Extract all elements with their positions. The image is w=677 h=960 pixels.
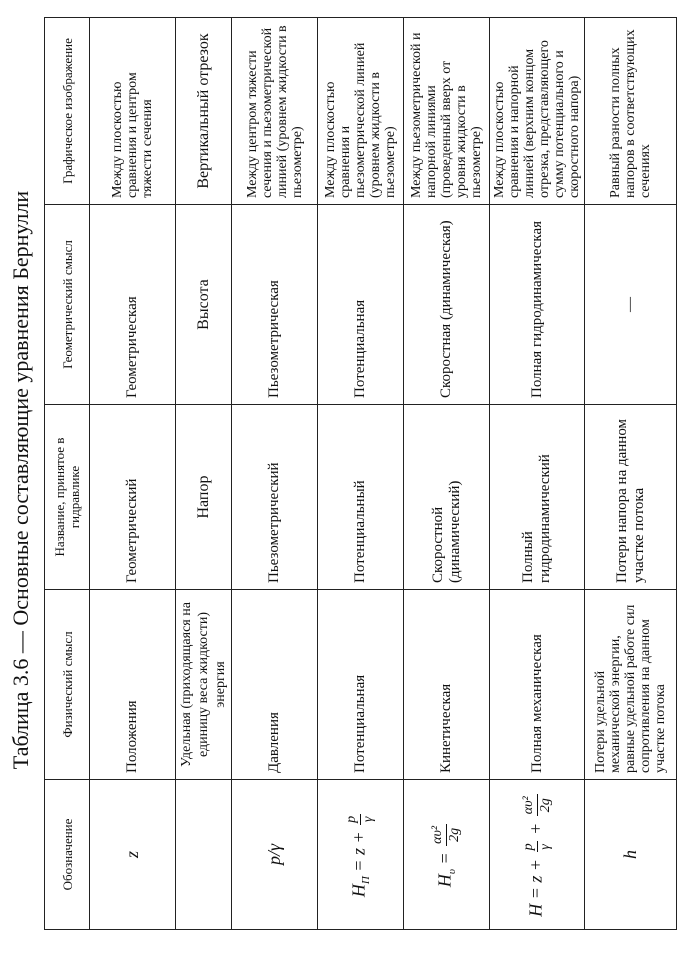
formula-plus: +: [525, 822, 546, 835]
cell-geometric: Пьезометрическая: [232, 205, 318, 405]
table-row: [490, 18, 585, 930]
cell-geometric: Геометрическая: [90, 205, 176, 405]
table-row: [318, 18, 404, 930]
header-geometric: Геометрический смысл: [45, 205, 90, 405]
cell-geometric: Полная гидродинамическая: [490, 205, 585, 405]
formula-lhs: H: [525, 903, 546, 917]
cell-geometric: Скоростная (динамическая): [404, 205, 490, 405]
fraction-den: 2g: [447, 827, 462, 842]
cell-hydraulic-name: Полный гидродинамический: [490, 405, 585, 590]
cell-symbol: p/γ: [232, 780, 318, 930]
cell-hydraulic-name: Геометрический: [90, 405, 176, 590]
cell-graphic: Между плоскостью сравнения и центром тяжести сечения: [90, 18, 176, 205]
formula-lhs: H: [434, 874, 455, 888]
formula-eq: = z +: [525, 858, 546, 900]
formula-sub: П: [360, 876, 373, 885]
formula-sub: υ: [446, 869, 459, 875]
formula-fraction: [521, 794, 554, 816]
span-graphic: Вертикальный отрезок: [176, 18, 232, 205]
fraction-den: γ: [537, 844, 553, 850]
cell-graphic: Между пьезометрической и напорной линиями (проведенный вверх от уровня жидкости в пьезометре): [404, 18, 490, 205]
fraction-den: γ: [361, 816, 376, 823]
table-row: [232, 18, 318, 930]
fraction-num: αυ²: [520, 796, 536, 815]
bernoulli-table: [44, 17, 677, 930]
cell-physical: Положения: [90, 590, 176, 780]
cell-symbol: z: [90, 780, 176, 930]
cell-physical: Кинетическая: [404, 590, 490, 780]
cell-physical: Потери удельной механической энергии, равные удельной работе сил сопротивления на данном участке потока: [585, 590, 677, 780]
formula-fraction: [521, 841, 554, 852]
span-physical: Удельная (приходящаяся на единицу веса жидкости) энергия: [176, 590, 232, 780]
cell-symbol: h: [585, 780, 677, 930]
cell-graphic: Между плоскостью сравнения и напорной линией (верхним концом отрезка, представляющего сумму потенциального и скоростного напора): [490, 18, 585, 205]
cell-graphic: Между центром тяжести сечения и пьезометрической линией (уровнем жидкости в пьезометре): [232, 18, 318, 205]
cell-graphic: Равный разности полных напоров в соответствующих сечениях: [585, 18, 677, 205]
cell-symbol-formula: [490, 780, 585, 930]
span-row: [176, 18, 232, 930]
header-graphic: Графическое изображение: [45, 18, 90, 205]
cell-symbol-formula: [318, 780, 404, 930]
formula-fraction: [430, 824, 463, 846]
formula-lhs: H: [348, 884, 369, 898]
cell-geometric: —: [585, 205, 677, 405]
formula-fraction: [344, 814, 377, 825]
cell-hydraulic-name: Пьезометрический: [232, 405, 318, 590]
formula-eq: =: [434, 852, 455, 865]
span-blank: [176, 780, 232, 930]
cell-geometric: Потенциальная: [318, 205, 404, 405]
header-hydraulic-name: Название, принятое в гидравлике: [45, 405, 90, 590]
cell-hydraulic-name: Потенциальный: [318, 405, 404, 590]
table-title: Таблица 3.6 — Основные составляющие уравнения Бернулли: [8, 190, 33, 770]
cell-hydraulic-name: Скоростной (динамический): [404, 405, 490, 590]
fraction-den: 2g: [537, 798, 553, 813]
cell-graphic: Между плоскостью сравнения и пьезометрической линией (уровнем жидкости в пьезометре): [318, 18, 404, 205]
cell-physical: Потенциальная: [318, 590, 404, 780]
formula-eq: = z +: [348, 831, 369, 872]
span-geometric: Высота: [176, 205, 232, 405]
cell-symbol-formula: [404, 780, 490, 930]
span-hydraulic-name: Напор: [176, 405, 232, 590]
fraction-num: p: [344, 815, 359, 823]
cell-physical: Давления: [232, 590, 318, 780]
table-row: [90, 18, 176, 930]
header-row: [45, 18, 90, 930]
header-physical: Физический смысл: [45, 590, 90, 780]
header-symbol: Обозначение: [45, 780, 90, 930]
table-row: [585, 18, 677, 930]
cell-physical: Полная механическая: [490, 590, 585, 780]
fraction-num: αυ²: [430, 825, 445, 844]
cell-hydraulic-name: Потери напора на данном участке потока: [585, 405, 677, 590]
table-row: [404, 18, 490, 930]
fraction-num: p: [520, 843, 536, 851]
